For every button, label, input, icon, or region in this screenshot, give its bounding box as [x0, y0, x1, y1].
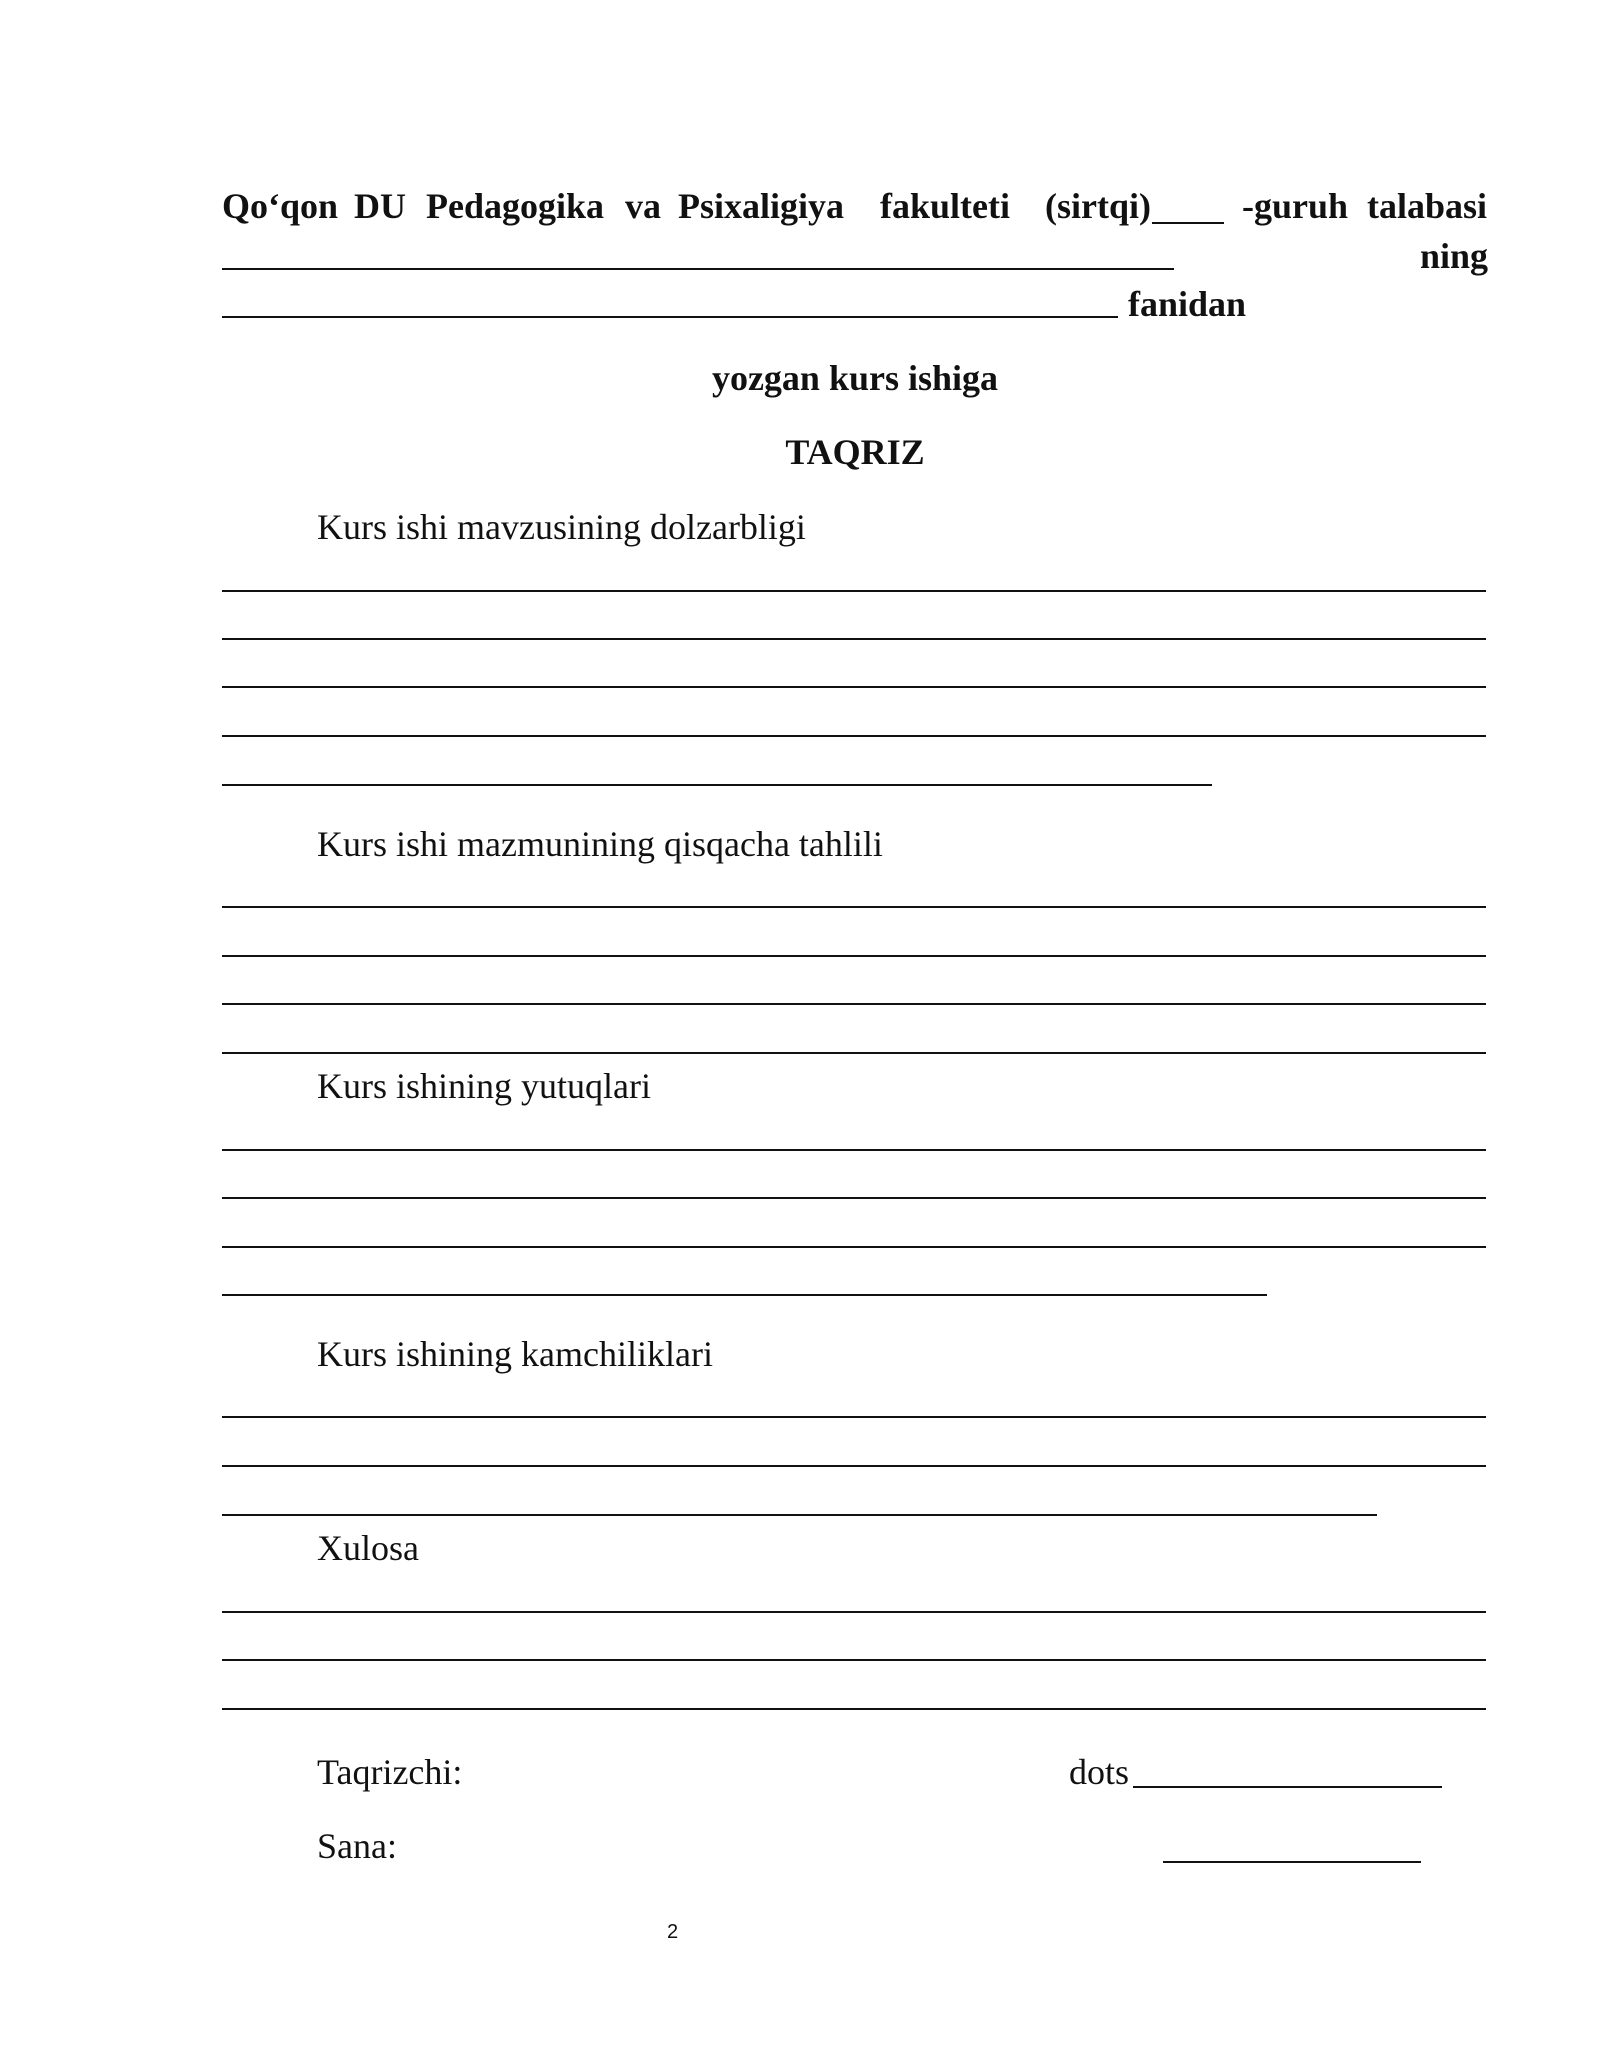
section-label-shortcomings: Kurs ishining kamchiliklari [317, 1334, 713, 1374]
writing-line [222, 735, 1486, 737]
reviewer-label: Taqrizchi: [317, 1752, 463, 1792]
document-subtitle: yozgan kurs ishiga [711, 358, 999, 398]
writing-line [222, 686, 1486, 688]
date-label: Sana: [317, 1826, 397, 1866]
writing-line [222, 1611, 1486, 1613]
writing-line [222, 1514, 1377, 1516]
writing-line [222, 1149, 1486, 1151]
subject-blank [222, 316, 1118, 318]
header-word: DU [354, 186, 406, 226]
student-name-blank [222, 268, 1174, 270]
writing-line [222, 1416, 1486, 1418]
writing-line [222, 955, 1486, 957]
writing-line [222, 1465, 1486, 1467]
header-word: (sirtqi) [1045, 186, 1151, 226]
writing-line [222, 1294, 1267, 1296]
header-word: fakulteti [880, 186, 1010, 226]
writing-line [222, 1197, 1486, 1199]
writing-line [222, 1052, 1486, 1054]
header-word: -guruh [1242, 186, 1349, 226]
section-label-relevance: Kurs ishi mavzusining dolzarbligi [317, 507, 806, 547]
writing-line [222, 906, 1486, 908]
section-label-achievements: Kurs ishining yutuqlari [317, 1066, 651, 1106]
writing-line [222, 1003, 1486, 1005]
header-line-3-suffix: fanidan [1128, 284, 1247, 324]
header-word: talabasi [1367, 186, 1488, 226]
document-title: TAQRIZ [785, 432, 925, 472]
section-label-content-analysis: Kurs ishi mazmunining qisqacha tahlili [317, 824, 883, 864]
date-blank [1163, 1861, 1421, 1863]
header-word: Psixaligiya [678, 186, 845, 226]
header-line-2-suffix: ning [1419, 236, 1488, 276]
writing-line [222, 1708, 1486, 1710]
writing-line [222, 590, 1486, 592]
reviewer-title-prefix: dots [1069, 1752, 1130, 1792]
header-word: va [625, 186, 661, 226]
header-word: Qo‘qon [222, 186, 339, 226]
writing-line [222, 1659, 1486, 1661]
reviewer-signature-blank [1133, 1786, 1442, 1788]
group-number-blank [1152, 192, 1224, 232]
section-label-conclusion: Xulosa [317, 1528, 419, 1568]
writing-line [222, 784, 1212, 786]
writing-line [222, 638, 1486, 640]
header-word: Pedagogika [426, 186, 605, 226]
writing-line [222, 1246, 1486, 1248]
page-number: 2 [667, 1921, 679, 1943]
